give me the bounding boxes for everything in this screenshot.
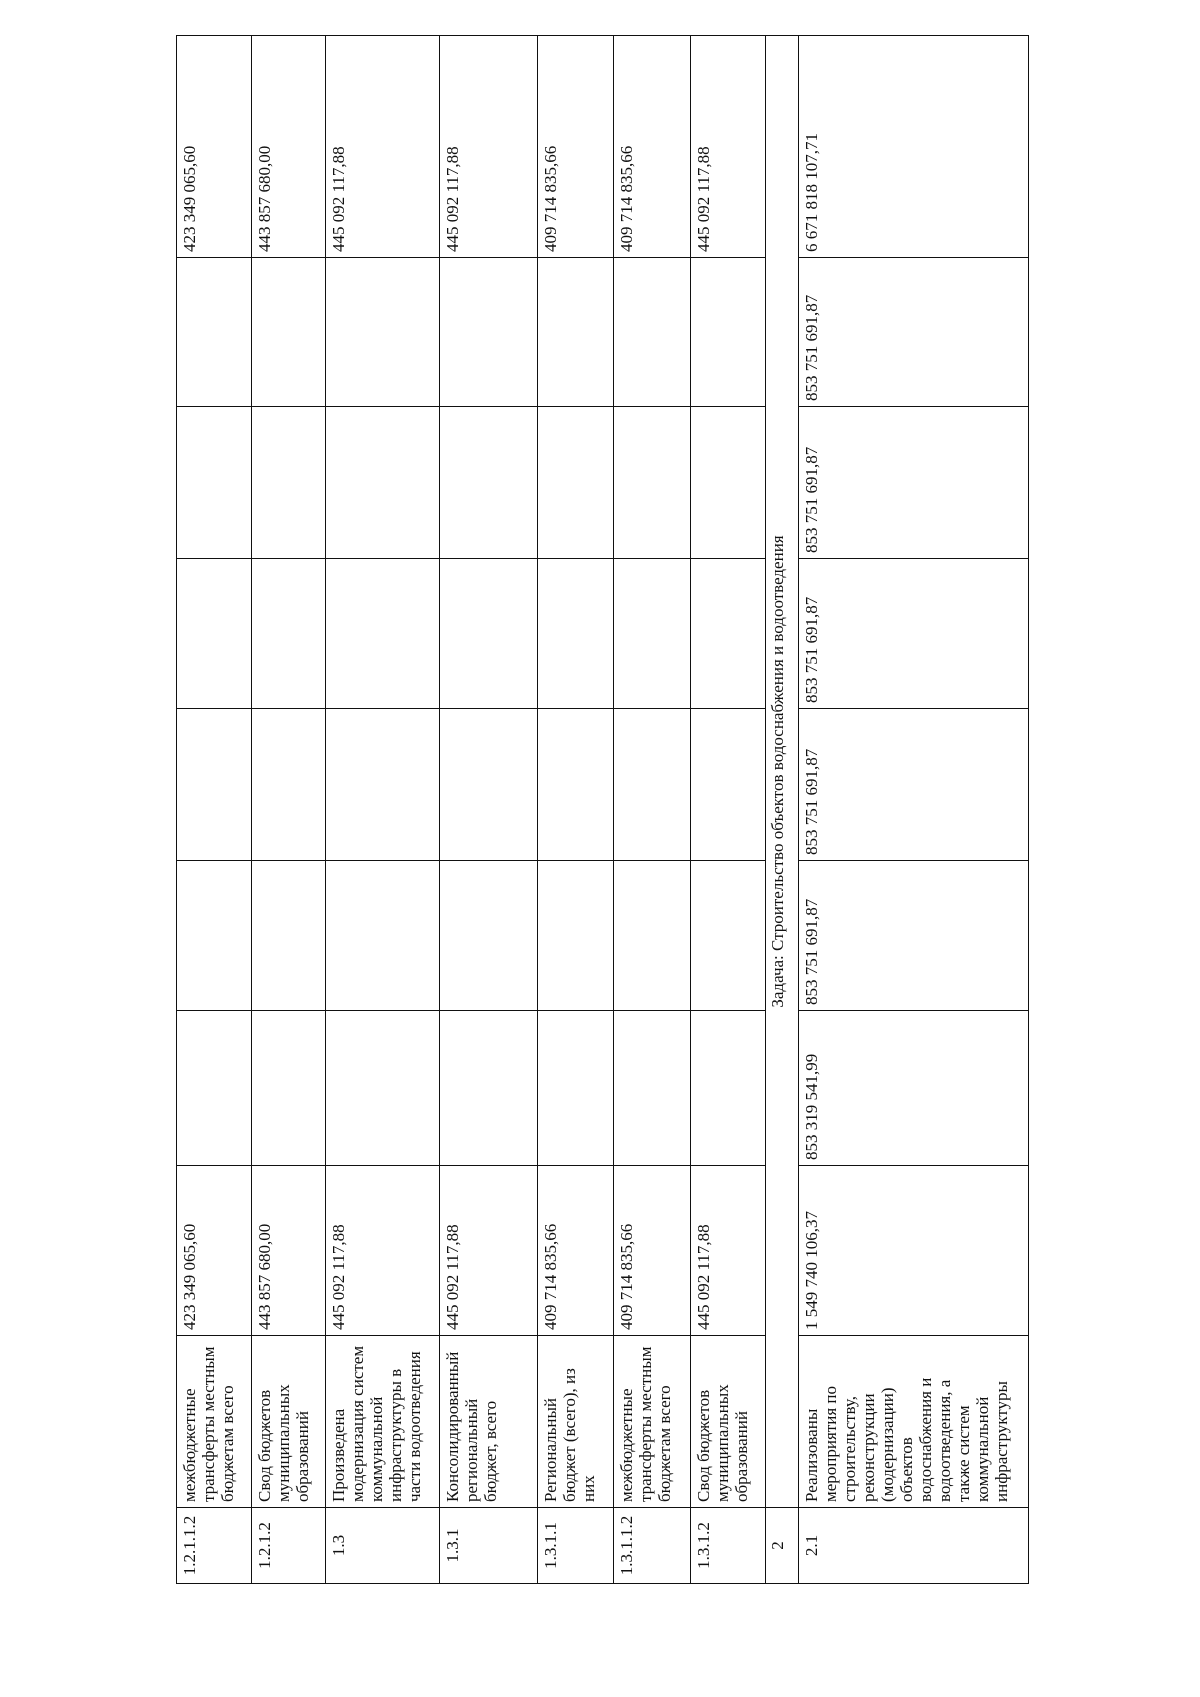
amount-cell-last: 443 857 680,00 [251,36,326,258]
table-row [177,36,252,1584]
amount-cell-y2 [177,861,252,1011]
amount-cell-last: 445 092 117,88 [439,36,537,258]
amount-cell-total: 445 092 117,88 [690,1166,766,1336]
task-title: Задача: Строительство объектов водоснабжения и водоотведения [766,36,799,1508]
amount-cell-y4 [537,559,613,709]
amount-cell-y1 [690,1011,766,1166]
amount-cell-y4 [613,559,690,709]
amount-cell-y5 [690,407,766,559]
amount-cell-y3 [177,709,252,861]
amount-cell-total: 445 092 117,88 [439,1166,537,1336]
amount-cell-last: 423 349 065,60 [177,36,252,258]
row-name: Свод бюджетов муниципальных образований [251,1336,326,1508]
row-name: Свод бюджетов муниципальных образований [690,1336,766,1508]
amount-cell-y1 [439,1011,537,1166]
row-number: 1.3.1 [439,1508,537,1584]
table-body [177,36,1029,1584]
table-row [251,36,326,1584]
amount-cell-y5 [177,407,252,559]
amount-cell-y2 [613,861,690,1011]
rotated-budget-table [176,36,1029,1584]
amount-cell-last: 409 714 835,66 [537,36,613,258]
table-row [439,36,537,1584]
task-row [766,36,799,1584]
amount-cell-y6 [251,258,326,407]
amount-cell-y6 [439,258,537,407]
amount-cell-y5 [251,407,326,559]
amount-cell-y1 [537,1011,613,1166]
amount-cell-y6 [690,258,766,407]
amount-cell-y5 [537,407,613,559]
amount-cell-y2 [537,861,613,1011]
amount-cell-y2 [690,861,766,1011]
amount-cell-y5 [613,407,690,559]
amount-cell-y4 [690,559,766,709]
amount-cell-y3 [690,709,766,861]
table-row [799,36,1029,1584]
table-row [690,36,766,1584]
table-row [326,36,439,1584]
amount-cell-y1 [177,1011,252,1166]
row-name: межбюджетные трансферты местным бюджетам всего [613,1336,690,1508]
amount-cell-total: 409 714 835,66 [613,1166,690,1336]
row-number: 2.1 [799,1508,1029,1584]
amount-cell-y6 [613,258,690,407]
amount-cell-y4 [439,559,537,709]
row-name: Реализованы мероприятия по строительству, реконструкции (модернизации) объектов водоснабжения и водоотведения, а также систем коммунальной инфраструктуры [799,1336,1029,1508]
row-name: Региональный бюджет (всего), из них [537,1336,613,1508]
amount-cell-y1 [251,1011,326,1166]
amount-cell-y4 [177,559,252,709]
amount-cell-y1 [613,1011,690,1166]
row-number: 1.2.1.2 [251,1508,326,1584]
amount-cell-last: 6 671 818 107,71 [799,36,1029,258]
row-name: Произведена модернизация систем коммунальной инфраструктуры в части водоотведения [326,1336,439,1508]
amount-cell-y2 [439,861,537,1011]
amount-cell-y6 [177,258,252,407]
amount-cell-y3 [613,709,690,861]
amount-cell-y1 [326,1011,439,1166]
amount-cell-last: 445 092 117,88 [326,36,439,258]
amount-cell-last: 409 714 835,66 [613,36,690,258]
row-number: 1.3.1.2 [690,1508,766,1584]
amount-cell-y5 [439,407,537,559]
amount-cell-y3: 853 751 691,87 [799,709,1029,861]
amount-cell-y5 [326,407,439,559]
amount-cell-y4: 853 751 691,87 [799,559,1029,709]
amount-cell-y6 [537,258,613,407]
amount-cell-y3 [251,709,326,861]
row-number: 1.3.1.1 [537,1508,613,1584]
amount-cell-y4 [251,559,326,709]
amount-cell-y6: 853 751 691,87 [799,258,1029,407]
amount-cell-y2 [326,861,439,1011]
amount-cell-y4 [326,559,439,709]
amount-cell-last: 445 092 117,88 [690,36,766,258]
amount-cell-total: 423 349 065,60 [177,1166,252,1336]
amount-cell-y6 [326,258,439,407]
table-row [537,36,613,1584]
amount-cell-total: 409 714 835,66 [537,1166,613,1336]
amount-cell-total: 443 857 680,00 [251,1166,326,1336]
amount-cell-y3 [326,709,439,861]
row-number: 1.2.1.1.2 [177,1508,252,1584]
amount-cell-y2: 853 751 691,87 [799,861,1029,1011]
row-name: Консолидированный региональный бюджет, всего [439,1336,537,1508]
amount-cell-y1: 853 319 541,99 [799,1011,1029,1166]
table-row [613,36,690,1584]
task-number: 2 [766,1508,799,1584]
amount-cell-total: 445 092 117,88 [326,1166,439,1336]
budget-table [176,35,1029,1584]
amount-cell-y3 [439,709,537,861]
row-number: 1.3 [326,1508,439,1584]
amount-cell-y5: 853 751 691,87 [799,407,1029,559]
amount-cell-y2 [251,861,326,1011]
row-number: 1.3.1.1.2 [613,1508,690,1584]
amount-cell-y3 [537,709,613,861]
row-name: межбюджетные трансферты местным бюджетам всего [177,1336,252,1508]
amount-cell-total: 1 549 740 106,37 [799,1166,1029,1336]
